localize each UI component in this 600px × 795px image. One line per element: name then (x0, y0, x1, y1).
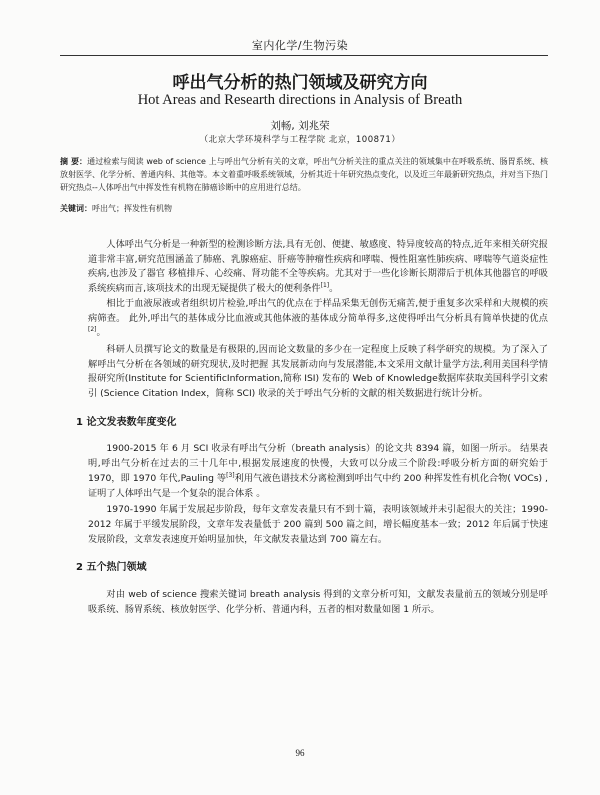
citation-1: [1] (320, 282, 330, 290)
paragraph-advantages (88, 297, 548, 341)
citation-2: [2] (88, 326, 97, 334)
abstract (60, 155, 548, 194)
paragraph-publication-count (88, 442, 548, 501)
paragraph-advantages-end: 。 (96, 327, 106, 339)
paragraph-method: 科研人员撰写论文的数量是有极限的,因而论文数量的多少在一定程度上反映了科学研究的规模。为了深入了解呼出气分析在各领域的研究现状,及时把握 其发展新动向与发展潜能,本文采用文献计量学方法,利用美国科学情报研究所(Institute for ScientificInformation,简称 ISI) 发布的 Web of Knowledge数据库获取美国科学引文索引 (Science Citation Index，简称 SCI) 收录的关于呼出气分析的文献的相关数据进行统计分析。 (88, 343, 548, 400)
citation-3: [3] (226, 471, 235, 479)
running-head: 室内化学/生物污染 (251, 39, 349, 52)
title-english: Hot Areas and Researth directions in Analysis of Breath (137, 92, 463, 108)
paragraph-advantages-text: 相比于血液尿液或者组织切片检验,呼出气的优点在于样品采集无创伤无痛苦,便于重复多次采样和大规模的疾病筛查。 此外,呼出气的基体成分比血液或其他体液的基体成分简单得多,这使得呼出气分析具有简单快捷的优点 (88, 297, 548, 324)
paragraph-publication-count-text: 1900-2015 年 6 月 SCI 收录有呼出气分析（breath analysis）的论文共 8394 篇，如图一所示。 结果表明,呼出气分析在过去的三十几年中,根据发展速度的快慢，大致可以分成三个阶段:呼吸分析方面的研究始于 1970，即 1970 年代,Pauling 等 (88, 443, 548, 484)
page-number: 96 (295, 748, 305, 758)
paragraph-intro-end: 。 (329, 283, 339, 295)
section-heading-1: 1 论文发表数年度变化 (76, 416, 177, 428)
paragraph-publication-count-end: 利用气液色谱技术分离检测到呼出气中约 200 种挥发性有机化合物( VOCs) ,证明了人体呼出气是一个复杂的混合体系 。 (88, 472, 548, 499)
paragraph-intro-text: 人体呼出气分析是一种新型的检测诊断方法,具有无创、便捷、敏感度、特异度较高的特点,近年来相关研究报道非常丰富,研究范围涵盖了肺癌、乳腺癌症、肝癌等肿瘤性疾病和哮喘、慢性阻塞性肺疾病、哮喘等气道炎症性疾病,也涉及了器官 移植排斥、心绞痛、肾功能不全等疾病。尤其对于一些化诊断长期滞后于机体其他器官的呼吸系统疾病而言,该项技术的出现无疑提供了极大的便利条件 (88, 239, 548, 295)
paragraph-stages: 1970-1990 年属于发展起步阶段，每年文章发表量只有不到十篇，表明该领域并未引起很大的关注；1990-2012 年属于平缓发展阶段，文章年发表量低于 200 篇到 500 篇之间，增长幅度基本一致；2012 年后属于快速发展阶段，文章发表速度开始明显加快，年文献发表量达到 700 篇左右。 (88, 504, 548, 545)
paragraph-intro (88, 238, 548, 297)
section-heading-2: 2 五个热门领域 (76, 562, 147, 574)
paragraph-five-fields: 对由 web of science 搜索关键词 breath analysis 得到的文章分析可知，文献发表量前五的领域分别是呼吸系统、肠胃系统、核放射医学、化学分析、普通内科，五者的相对数量如图 1 所示。 (88, 589, 548, 615)
abstract-label: 摘 要： (60, 157, 88, 166)
authors: 刘畅, 刘兆荣 (270, 120, 330, 132)
abstract-text: 通过检索与阅读 web of science 上与呼出气分析有关的文章，呼出气分析关注的重点关注的领域集中在呼吸系统、肠胃系统、核放射医学、化学分析、普通内科、其他等。本文着重呼吸系统领域，分析其近十年研究热点变化，以及近三年最新研究热点，并对当下热门研究热点--人体呼出气中挥发性有机物在肺癌诊断中的应用进行总结。 (60, 157, 548, 192)
header-rule (60, 55, 548, 56)
keywords-text: 呼出气；挥发性有机物 (92, 204, 172, 213)
body-text (76, 238, 548, 619)
keywords (60, 203, 548, 214)
affiliation: （北京大学环境科学与工程学院 北京，100871） (199, 135, 401, 145)
title-chinese: 呼出气分析的热门领域及研究方向 (172, 73, 428, 93)
keywords-label: 关键词： (60, 204, 92, 213)
